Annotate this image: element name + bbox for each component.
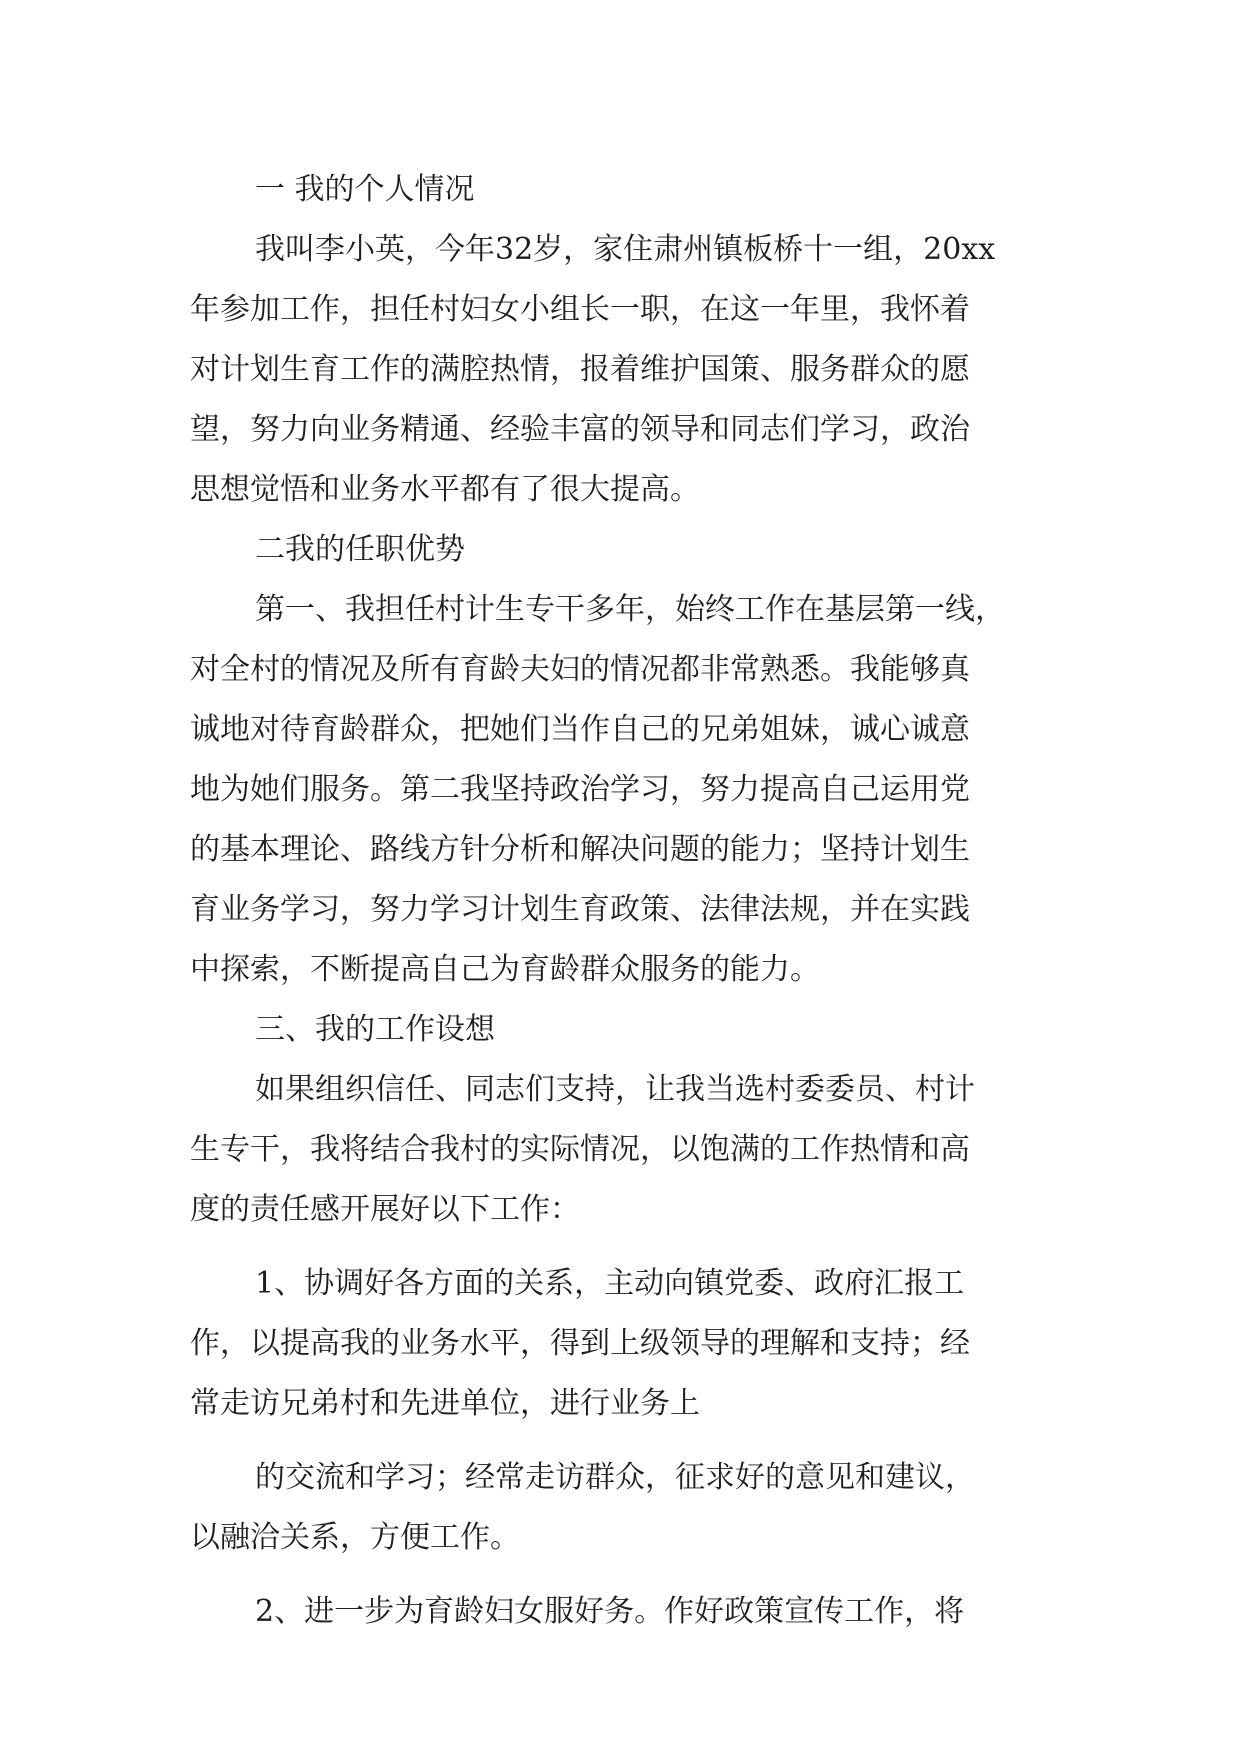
paragraph-line: 思想觉悟和业务水平都有了很大提高。 xyxy=(190,472,700,507)
paragraph-line: 中探索，不断提高自己为育龄群众服务的能力。 xyxy=(190,952,820,987)
document-body xyxy=(190,160,1050,1642)
paragraph-line: 如果组织信任、同志们支持，让我当选村委委员、村计 xyxy=(255,1072,975,1107)
section-heading-personal-info: 一 我的个人情况 xyxy=(255,172,475,207)
section-heading-work-plan: 三、我的工作设想 xyxy=(255,1012,495,1047)
list-item-1-line: 常走访兄弟村和先进单位，进行业务上 xyxy=(190,1386,700,1421)
list-item-1-line: 作，以提高我的业务水平，得到上级领导的理解和支持；经 xyxy=(190,1326,970,1361)
paragraph-line: 的基本理论、路线方针分析和解决问题的能力；坚持计划生 xyxy=(190,832,970,867)
paragraph-line: 育业务学习，努力学习计划生育政策、法律法规，并在实践 xyxy=(190,892,970,927)
paragraph-line: 诚地对待育龄群众，把她们当作自己的兄弟姐妹，诚心诚意 xyxy=(190,712,970,747)
paragraph-line: 对全村的情况及所有育龄夫妇的情况都非常熟悉。我能够真 xyxy=(190,652,970,687)
paragraph-line: 望，努力向业务精通、经验丰富的领导和同志们学习，政治 xyxy=(190,412,970,447)
section-heading-advantages: 二我的任职优势 xyxy=(255,532,465,567)
list-item-1-line: 1、协调好各方面的关系，主动向镇党委、政府汇报工 xyxy=(255,1266,965,1301)
paragraph-line: 年参加工作，担任村妇女小组长一职，在这一年里，我怀着 xyxy=(190,292,970,327)
paragraph-line: 第一、我担任村计生专干多年，始终工作在基层第一线， xyxy=(255,592,1005,627)
paragraph-line: 我叫李小英，今年32岁，家住肃州镇板桥十一组，20xx xyxy=(255,232,996,267)
spacer xyxy=(190,1240,1050,1254)
paragraph-line: 地为她们服务。第二我坚持政治学习，努力提高自己运用党 xyxy=(190,772,970,807)
spacer xyxy=(190,1568,1050,1582)
paragraph-line: 对计划生育工作的满腔热情，报着维护国策、服务群众的愿 xyxy=(190,352,970,387)
spacer xyxy=(190,1434,1050,1448)
list-item-2-line: 2、进一步为育龄妇女服好务。作好政策宣传工作，将 xyxy=(255,1594,965,1629)
list-item-1-continued-line: 以融洽关系，方便工作。 xyxy=(190,1520,520,1555)
paragraph-line: 生专干，我将结合我村的实际情况，以饱满的工作热情和高 xyxy=(190,1132,970,1167)
paragraph-line: 度的责任感开展好以下工作： xyxy=(190,1192,580,1227)
list-item-1-continued-line: 的交流和学习；经常走访群众，征求好的意见和建议， xyxy=(255,1460,975,1495)
